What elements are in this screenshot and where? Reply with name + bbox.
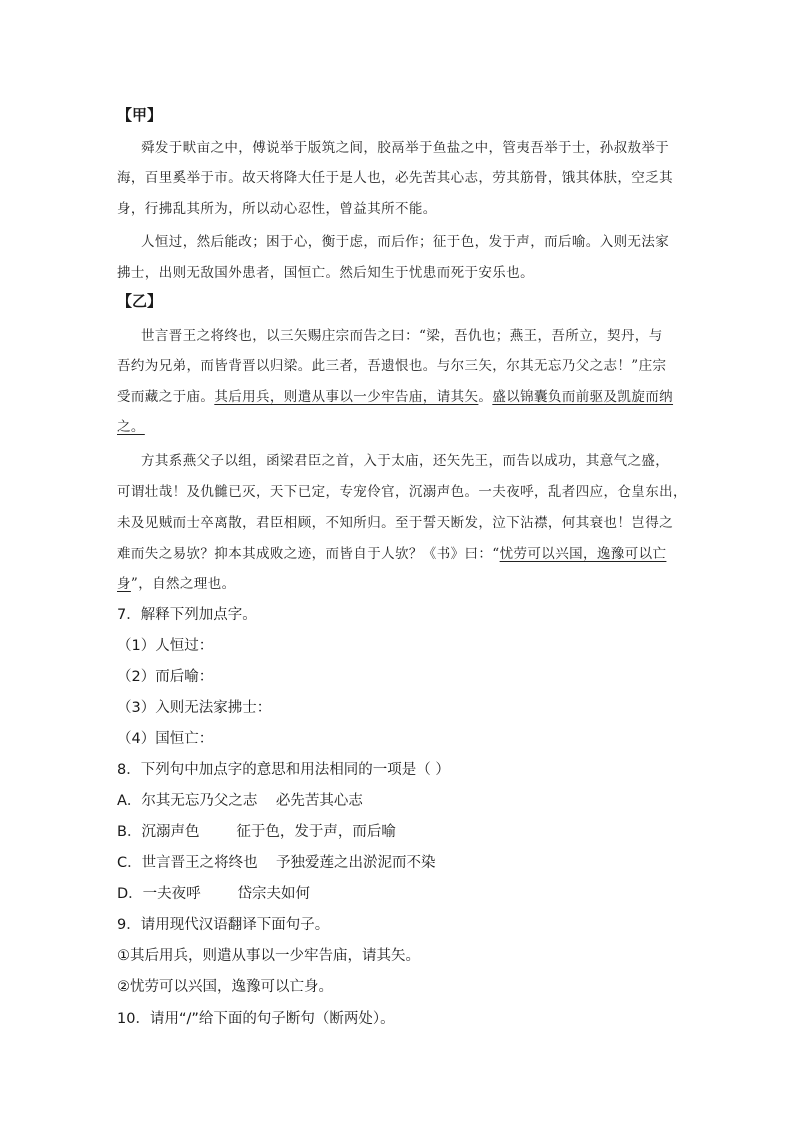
question-9-item-2: ②忧劳可以兴国，逸豫可以亡身。 bbox=[117, 979, 333, 995]
option-c: C．世言晋王之将终也 予独爱莲之出淤泥而不染 bbox=[117, 855, 436, 871]
yi-line-1: 世言晋王之将终也，以三矢赐庄宗而告之曰：“梁，吾仇也；燕王，吾所立，契丹，与 bbox=[141, 328, 663, 344]
question-7-item-3: （3）入则无法家拂士： bbox=[117, 700, 272, 716]
yi-line-3 bbox=[117, 385, 673, 405]
question-8: 8．下列句中加点字的意思和用法相同的一项是（ ） bbox=[117, 762, 450, 778]
question-9-item-1: ①其后用兵，则遣从事以一少牢告庙，请其矢。 bbox=[117, 948, 420, 964]
underlined-sentence-1: 其后用兵，则遣从事以一少牢告庙，请其矢 bbox=[214, 389, 479, 405]
yi-line-6: 可谓壮哉！及仇雠已灭，天下已定，专宠伶官，沉溺声色。一夫夜呼，乱者四应，仓皇东出， bbox=[117, 484, 687, 500]
yi-line-9-plain: ”，自然之理也。 bbox=[130, 576, 236, 592]
yi-line-4 bbox=[117, 415, 145, 435]
option-d: D．一夫夜呼 岱宗夫如何 bbox=[117, 886, 311, 902]
underlined-sentence-2: 盛以锦囊负而前驱及凯旋而纳 bbox=[492, 389, 674, 405]
option-a: A．尔其无忘乃父之志 必先苦其心志 bbox=[117, 793, 363, 809]
question-7-item-4: （4）国恒亡： bbox=[117, 731, 214, 747]
yi-line-3-plain: 受而藏之于庙。 bbox=[117, 389, 215, 405]
yi-line-3-period: 。 bbox=[478, 389, 493, 405]
option-b: B．沉溺声色 征于色，发于声，而后喻 bbox=[117, 824, 396, 840]
yi-line-2: 吾约为兄弟，而皆背晋以归梁。此三者，吾遗恨也。与尔三矢，尔其无忘乃父之志！”庄宗 bbox=[117, 358, 667, 374]
yi-line-8-plain: 难而失之易欤？抑本其成败之迹，而皆自于人欤？《书》曰：“ bbox=[117, 546, 500, 562]
question-7-item-2: （2）而后喻： bbox=[117, 669, 214, 685]
question-9: 9．请用现代汉语翻译下面句子。 bbox=[117, 917, 330, 933]
question-7-item-1: （1）人恒过： bbox=[117, 638, 214, 654]
jia-line-4: 人恒过，然后能改；困于心，衡于虑，而后作；征于色，发于声，而后喻。入则无法家 bbox=[141, 234, 670, 250]
underlined-sentence-2-end: 之。 bbox=[117, 419, 145, 435]
underlined-quote: 忧劳可以兴国，逸豫可以亡 bbox=[499, 546, 667, 562]
question-7: 7．解释下列加点字。 bbox=[117, 607, 257, 623]
jia-label: 【甲】 bbox=[117, 106, 163, 124]
yi-line-9 bbox=[117, 572, 236, 592]
jia-line-5: 拂士，出则无敌国外患者，国恒亡。然后知生于忧患而死于安乐也。 bbox=[117, 265, 534, 281]
underlined-quote-end: 身 bbox=[117, 576, 131, 592]
jia-line-3: 身，行拂乱其所为，所以动心忍性，曾益其所不能。 bbox=[117, 201, 437, 217]
jia-line-2: 海，百里奚举于市。故天将降大任于是人也，必先苦其心志，劳其筋骨，饿其体肤，空乏其 bbox=[117, 170, 673, 186]
question-10: 10．请用“/”给下面的句子断句（断两处）。 bbox=[117, 1011, 395, 1027]
jia-line-1: 舜发于畎亩之中，傅说举于版筑之间，胶鬲举于鱼盐之中，管夷吾举于士，孙叔敖举于 bbox=[141, 140, 670, 156]
yi-label: 【乙】 bbox=[117, 292, 163, 310]
yi-line-5: 方其系燕父子以组，函梁君臣之首，入于太庙，还矢先王，而告以成功，其意气之盛， bbox=[141, 453, 670, 469]
yi-line-7: 未及见贼而士卒离散，君臣相顾，不知所归。至于誓天断发，泣下沾襟，何其衰也！岂得之 bbox=[117, 515, 673, 531]
yi-line-8 bbox=[117, 542, 666, 562]
